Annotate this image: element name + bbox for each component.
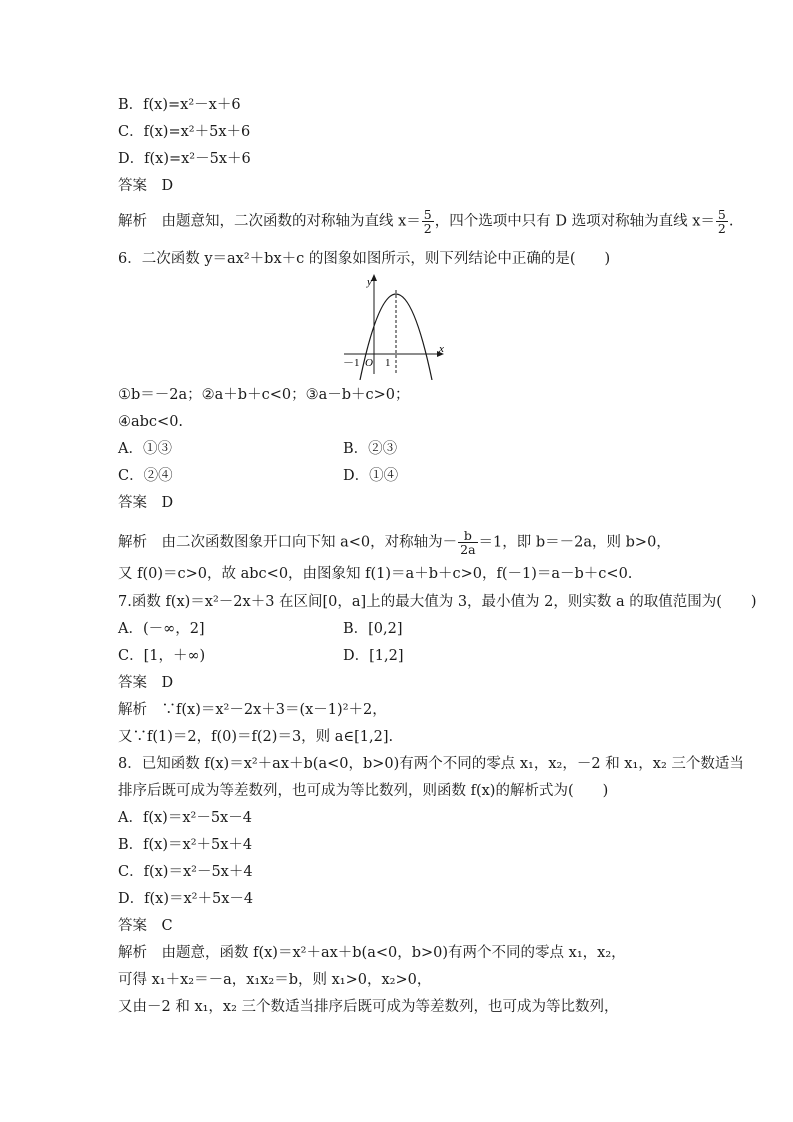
- analysis-q5: [118, 208, 733, 235]
- option-a-q6: A．①③: [118, 441, 172, 457]
- option-b-q7: B．[0,2]: [343, 621, 403, 637]
- question-8-stem-line2: 排序后既可成为等差数列，也可成为等比数列，则函数 f(x)的解析式为( ): [118, 783, 609, 799]
- question-6-statement-4: ④abc<0.: [118, 414, 184, 430]
- answer-q6: 答案 D: [118, 495, 174, 511]
- y-axis-arrow: [371, 274, 377, 281]
- question-6-statements: ①b＝－2a；②a＋b＋c<0；③a－b＋c>0；: [118, 387, 410, 403]
- analysis-q8-line3: 又由－2 和 x₁，x₂ 三个数适当排序后既可成为等差数列，也可成为等比数列，: [118, 999, 619, 1015]
- analysis-q5-text-2: ，四个选项中只有 D 选项对称轴为直线 x＝: [434, 213, 715, 230]
- option-c-q5: C．f(x)=x²＋5x＋6: [118, 124, 251, 140]
- option-d-q7: D．[1,2]: [343, 648, 404, 664]
- option-a-q7: A．(－∞，2]: [118, 621, 205, 637]
- option-d-q5: D．f(x)=x²－5x＋6: [118, 151, 251, 167]
- x-axis-label: x: [439, 343, 444, 355]
- answer-q7: 答案 D: [118, 675, 174, 691]
- analysis-q6-line1: [118, 529, 671, 556]
- analysis-q6-line2: 又 f(0)＝c>0，故 abc<0，由图象知 f(1)＝a＋b＋c>0，f(－1)＝a－b＋c<0.: [118, 566, 633, 582]
- option-b-q8: B．f(x)＝x²＋5x＋4: [118, 837, 253, 853]
- option-c-q6: C．②④: [118, 468, 173, 484]
- option-b-q5: B．f(x)=x²－x＋6: [118, 97, 241, 113]
- answer-q8: 答案 C: [118, 918, 173, 934]
- origin-label: O: [365, 357, 373, 369]
- option-a-q8: A．f(x)＝x²－5x－4: [118, 810, 252, 826]
- tick-label-1: 1: [385, 357, 391, 369]
- option-d-q8: D．f(x)＝x²＋5x－4: [118, 891, 254, 907]
- parabola-graph: [340, 270, 452, 380]
- answer-q5: 答案 D: [118, 178, 174, 194]
- fraction-b-2a: $\frac{b}{2a}$: [460, 528, 476, 557]
- analysis-q5-text-1: 解析 由题意知，二次函数的对称轴为直线 x＝: [118, 213, 421, 230]
- analysis-q7-line1: 解析 ∵f(x)＝x²－2x＋3＝(x－1)²＋2，: [118, 702, 387, 718]
- analysis-q5-text-3: .: [728, 213, 734, 230]
- y-axis-label: y: [367, 276, 372, 288]
- option-d-q6: D．①④: [343, 468, 399, 484]
- analysis-q6-text-2: ＝1，即 b＝－2a，则 b>0，: [478, 534, 671, 551]
- analysis-q7-line2: 又∵f(1)＝2，f(0)＝f(2)＝3，则 a∈[1,2].: [118, 729, 394, 745]
- option-c-q7: C．[1，＋∞): [118, 648, 206, 664]
- option-c-q8: C．f(x)＝x²－5x＋4: [118, 864, 253, 880]
- fraction-5-2: $\frac{5}{2}$: [423, 207, 432, 236]
- question-6-stem: 6．二次函数 y＝ax²＋bx＋c 的图象如图所示，则下列结论中正确的是( ): [118, 251, 611, 267]
- fraction-5-2-second: $\frac{5}{2}$: [717, 207, 726, 236]
- analysis-q6-text-1: 解析 由二次函数图象开口向下知 a<0，对称轴为－: [118, 534, 458, 551]
- question-7-stem: 7.函数 f(x)＝x²－2x＋3 在区间[0，a]上的最大值为 3，最小值为 2，则实数 a 的取值范围为( ): [118, 594, 757, 610]
- analysis-q8-line1: 解析 由题意，函数 f(x)＝x²＋ax＋b(a<0，b>0)有两个不同的零点 x₁，x₂，: [118, 945, 626, 961]
- question-8-stem-line1: 8．已知函数 f(x)＝x²＋ax＋b(a<0，b>0)有两个不同的零点 x₁，x₂，－2 和 x₁，x₂ 三个数适当: [118, 756, 744, 772]
- analysis-q8-line2: 可得 x₁＋x₂＝－a，x₁x₂＝b，则 x₁>0，x₂>0，: [118, 972, 432, 988]
- option-b-q6: B．②③: [343, 441, 398, 457]
- tick-label-neg1: －1: [343, 357, 360, 369]
